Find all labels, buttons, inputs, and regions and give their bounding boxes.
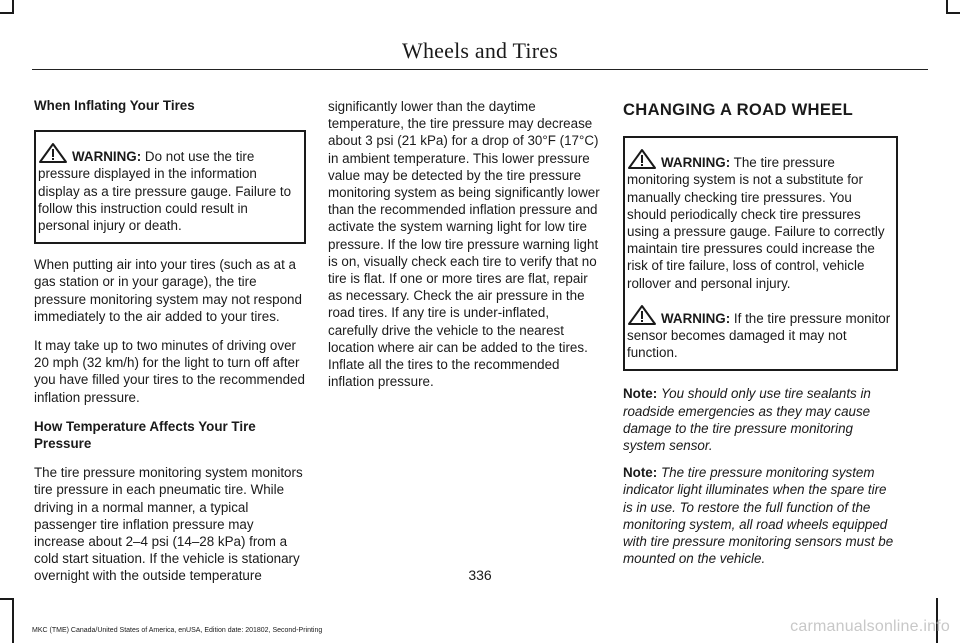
warning-box [623, 136, 898, 371]
subheading-temperature: How Temperature Affects Your Tire Pressure [34, 418, 256, 452]
paragraph: The tire pressure monitoring system monitors tire pressure in each pneumatic tire. While driving in a normal manner, a typical passenger tire inflation pressure may increase about 2–4 psi (14–28 kPa) from a cold start situation. If the vehicle is stationary overnight with the outside temperature [34, 465, 303, 584]
notes [623, 385, 898, 567]
note-text: You should only use tire sealants in roadside emergencies as they may cause damage to the tire pressure monitoring system sensor. [623, 386, 871, 454]
warning-body: If the tire pressure monitor sensor becomes damaged it may not function. [627, 310, 891, 361]
column-1 [34, 97, 306, 597]
warning-triangle-icon [627, 148, 657, 170]
crop-mark [0, 12, 14, 14]
subheading-inflating: When Inflating Your Tires [34, 98, 195, 113]
warning-triangle-icon [627, 304, 657, 326]
warning-body: The tire pressure monitoring system is not a substitute for manually checking tire pressures. You should periodically check tire pressures using a pressure gauge. Failure to correctly maintain tire pressures could increase the risk of tire failure, loss of control, vehicle rollover and personal injury. [627, 155, 885, 291]
crop-mark [12, 598, 14, 643]
warning-triangle-icon [38, 142, 68, 164]
page-number: 336 [468, 567, 492, 583]
paragraph: significantly lower than the daytime temperature, the tire pressure may decrease about 3 psi (21 kPa) for a drop of 30°F (17°C) in ambient temperature. This lower pressure value may be detected by the tire pressure monitoring system as being significantly lower than the recommended inflation pressure and activate the system warning light for low tire pressure. If the low tire pressure warning light is on, visually check each tire to verify that no tire is flat. If one or more tires are flat, repair as necessary. Check the air pressure in the road tires. If any tire is under-inflated, carefully drive the vehicle to the nearest location where air can be added to the tires. Inflate all the tires to the recommended inflation pressure. [328, 99, 600, 390]
note [623, 464, 898, 567]
warning-label: WARNING: [72, 149, 142, 165]
note [623, 385, 898, 454]
warning-box [34, 130, 306, 244]
paragraph: When putting air into your tires (such as at a gas station or in your garage), the tire pressure monitoring system may not respond immediately to the air added to your tires. [34, 257, 302, 324]
note-text: The tire pressure monitoring system indicator light illuminates when the spare tire is in use. To restore the full function of the monitoring system, all road wheels equipped with tire pressure monitoring sensors must be mounted on the vehicle. [623, 465, 894, 567]
warning-label: WARNING: [661, 310, 731, 326]
warning-text [627, 304, 894, 362]
footer-text: MKC (TME) Canada/United States of America, enUSA, Edition date: 201802, Second-Printing [32, 627, 323, 634]
column-3 [623, 97, 898, 577]
paragraph: It may take up to two minutes of driving over 20 mph (32 km/h) for the light to turn off after you have filled your tires to the recommended inflation pressure. [34, 338, 305, 405]
watermark: carmanualsonline.info [790, 618, 950, 635]
warning-text [38, 142, 302, 234]
section-heading: CHANGING A ROAD WHEEL [623, 100, 853, 119]
header-rule [32, 69, 928, 70]
crop-mark [946, 12, 960, 14]
note-label: Note: [623, 386, 658, 402]
column-2 [328, 98, 601, 402]
page-title: Wheels and Tires [402, 38, 558, 63]
note-label: Note: [623, 465, 658, 481]
warning-label: WARNING: [661, 155, 731, 171]
warning-text [627, 148, 894, 292]
warning-body: Do not use the tire pressure displayed in the information display as a tire pressure gauge. Failure to follow this instruction could result in personal injury or death. [38, 149, 292, 234]
crop-mark [0, 598, 14, 600]
